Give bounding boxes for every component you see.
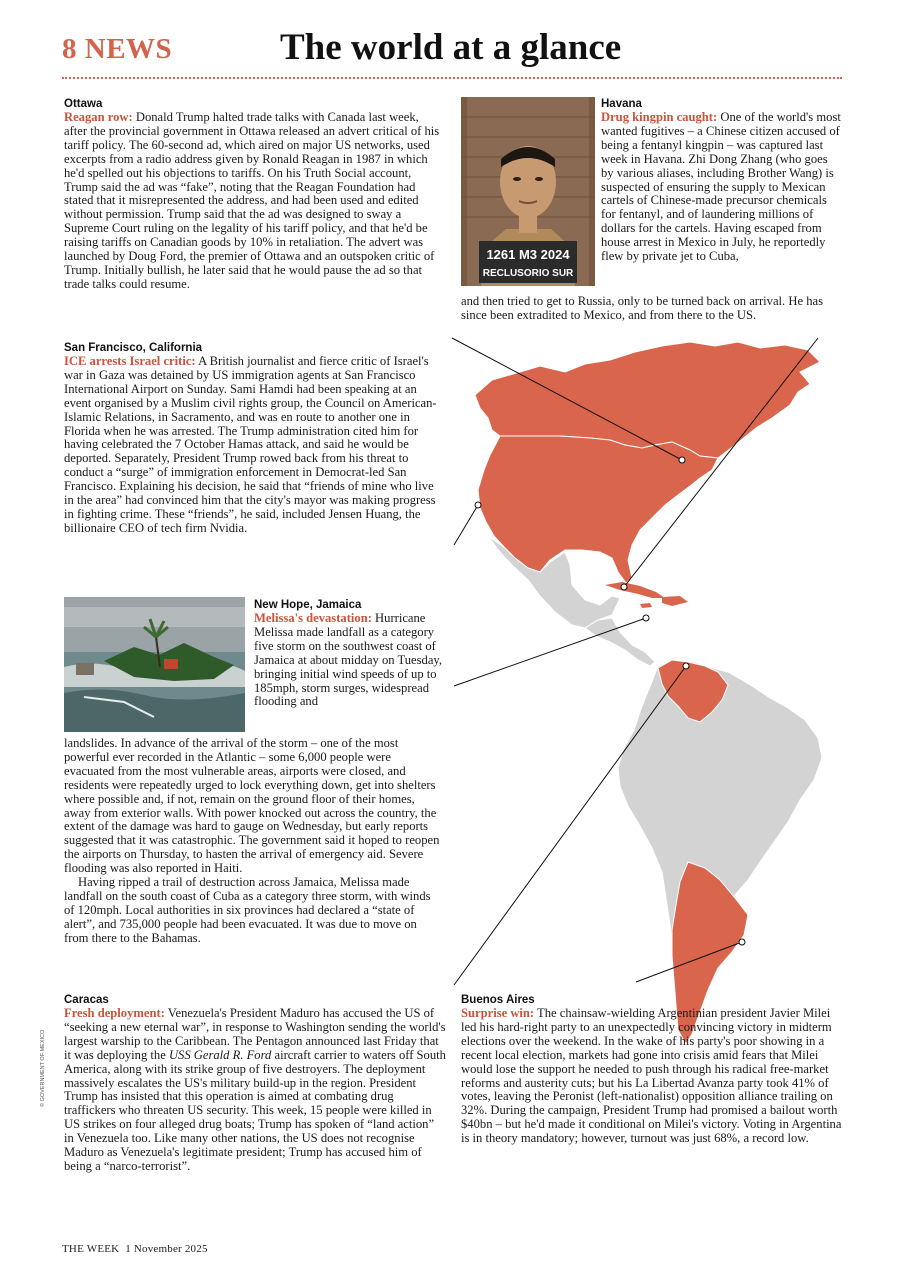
story-location: New Hope, Jamaica [254, 599, 362, 611]
dot-caracas [683, 663, 689, 669]
jamaica-storm-photo [64, 597, 245, 732]
dot-jamaica [643, 615, 649, 621]
photo-credit: © GOVERNMENT OF MEXICO [40, 1029, 46, 1107]
story-kicker: Surprise win: [461, 1006, 535, 1020]
mugshot-sign-label: RECLUSORIO SUR [482, 268, 574, 279]
map-jamaica [640, 603, 652, 608]
americas-map [450, 330, 850, 1060]
connector-sanfrancisco [454, 505, 478, 545]
story-body: Hurricane Melissa made landfall as a category five storm on the southwest coast of Jamaica at about midday on Tuesday, bringing initial wind speeds of up to 185mph, storm surges, widespread flooding and [254, 611, 443, 709]
story-body: aircraft carrier to waters off South America, along with its strike group of five destroyers. The deployment massively escalates the US's military build-up in the region. President Trump has insisted that this operation is aimed at combating drug traffickers who threaten US security. This week, 15 people were killed in US strikes on four alleged drug boats; Trump has spoken of “land action” in Venezuela too. Like many other nations, the US does not recognise Maduro as Venezuela's legitimate president; Trump has accused him of being a “narco-terrorist”. [64, 1047, 446, 1173]
story-body: Donald Trump halted trade talks with Canada last week, after the provincial government in Ottawa released an advert critical of his tariff policy. The 60-second ad, which aired on major US networks, used excerpts from a radio address given by Ronald Reagan in 1987 in which he'd spelled out his objections to tariffs. On his Truth Social account, Trump said the ad was “fake”, noting that the Reagan Foundation had stated that it misrepresented the address, and had been used and edited without permission. Trump said that the ad was designed to sway a Supreme Court ruling on the legality of his tariff policy, and that he'd be raising tariffs on Canadian goods by 10% in retaliation. The advert was launched by Doug Ford, the premier of Ottawa and an outspoken critic of Trump. Initially bullish, he later said that he would pause the ad so that trade talks could resume. [64, 110, 440, 291]
map-central-america [585, 618, 655, 666]
story-havana [601, 98, 841, 264]
story-location: Buenos Aires [461, 994, 535, 1006]
story-jamaica-continued [64, 737, 444, 946]
header-divider [62, 77, 842, 79]
page-footer [62, 1243, 208, 1255]
story-caracas [64, 994, 446, 1174]
story-body: Venezuela's President Maduro has accused the US of “seeking a new eternal war”, in response to Washington sending the world's largest warship to the Caribbean. The Pentagon announced last Friday that it was deploying the [64, 1006, 446, 1062]
storm-image [64, 597, 245, 732]
ship-name: USS Gerald R. Ford [168, 1047, 272, 1062]
map-cuba [605, 582, 665, 598]
mugshot-image [461, 97, 595, 286]
story-location: Ottawa [64, 98, 103, 110]
story-body: One of the world's most wanted fugitives – a Chinese citizen accused of being a fentanyl kingpin – was captured last week in Havana. Zhi Dong Zhang (who goes by various aliases, including Brother Wang) is suspected of ensuring the supply to Mexican cartels of Chinese-made precursor chemicals for fentanyl, and of laundering millions of dollars for the cartels. Having escaped from house arrest in Mexico in July, he reportedly flew by private jet to Cuba, [601, 110, 841, 264]
page-title: The world at a glance [280, 27, 622, 68]
story-ottawa [64, 98, 442, 292]
dot-sanfrancisco [475, 502, 481, 508]
story-body: and then tried to get to Russia, only to be turned back on arrival. He has since been extradited to Mexico, and from there to the US. [461, 294, 823, 322]
story-kicker: Melissa's devastation: [254, 611, 372, 625]
story-kicker: Drug kingpin caught: [601, 110, 718, 124]
story-havana-continued [461, 295, 843, 323]
story-body: landslides. In advance of the arrival of the storm – one of the most powerful ever recorded in the Atlantic – some 6,000 people were evacuated from the most vulnerable areas, airports were closed, and residents were repeatedly urged to lock everything down, get into shelters where possible and, if not, remain on the ground floor of their homes, away from exterior walls. With power knocked out across the country, the extent of the damage was hard to gauge on Wednesday, but early reports suggested that it was catastrophic. The government said it hoped to reopen the airports on Thursday, to hasten the arrival of emergency aid. Severe flooding was also reported in Haiti. [64, 736, 440, 876]
dot-ottawa [679, 457, 685, 463]
dot-havana [621, 584, 627, 590]
havana-mugshot-photo [461, 97, 595, 286]
story-body: The chainsaw-wielding Argentinian president Javier Milei led his hard-right party to an unexpectedly convincing victory in midterm elections over the weekend. In the wake of his party's poor showing in a recent local election, markets had gone into crisis amid fears that Milei would lose the support he needed to push through his radical free-market reforms and austerity cuts; but his La Libertad Avanza party took 41% of votes, leaving the Peronist (left-nationalist) opposition alliance trailing on 32%. During the campaign, President Trump had promised a bailout worth $40bn – but he'd made it conditional on Milei's victory. Voting in Argentina is in theory mandatory; however, turnout was just 68%, a record low. [461, 1006, 842, 1146]
story-location: San Francisco, California [64, 342, 203, 354]
publication-name: THE WEEK [62, 1243, 120, 1255]
section-number: 8 NEWS [62, 33, 173, 65]
story-sanfrancisco [64, 342, 444, 536]
story-location: Havana [601, 98, 642, 110]
connector-jamaica [454, 618, 646, 686]
dot-buenosaires [739, 939, 745, 945]
story-kicker: Reagan row: [64, 110, 133, 124]
story-kicker: Fresh deployment: [64, 1006, 165, 1020]
mugshot-sign-number: 1261 M3 2024 [486, 247, 570, 262]
story-body: Having ripped a trail of destruction across Jamaica, Melissa made landfall on the south coast of Cuba as a category three storm, with winds of 120mph. Local authorities in six provinces had declared a “state of alert”, and 735,000 people had been evacuated. It was due to move on from there to the Bahamas. [64, 875, 431, 945]
story-buenosaires [461, 994, 843, 1146]
story-jamaica [254, 599, 444, 709]
issue-date: 1 November 2025 [125, 1243, 208, 1255]
story-kicker: ICE arrests Israel critic: [64, 354, 196, 368]
map-hispaniola [662, 596, 688, 606]
story-body: A British journalist and fierce critic of Israel's war in Gaza was detained by US immigration agents at San Francisco International Airport on Sunday. Sami Hamdi had been speaking at an event organised by a Muslim civil rights group, the Council on American-Islamic Relations, in Sacramento, and was en route to another one in Florida when he was arrested. The Trump administration cited him for having celebrated the 7 October Hamas attack, and said he would be deported. Separately, President Trump rowed back from his threat to conduct a “surge” of immigration enforcement in Democrat-led San Francisco. Explaining his decision, he said that “friends of mine who live in the area” had convinced him that the city's mayor was making progress in fighting crime. These “friends”, he said, included Jensen Huang, the billionaire CEO of tech firm Nvidia. [64, 354, 437, 535]
story-location: Caracas [64, 994, 109, 1006]
